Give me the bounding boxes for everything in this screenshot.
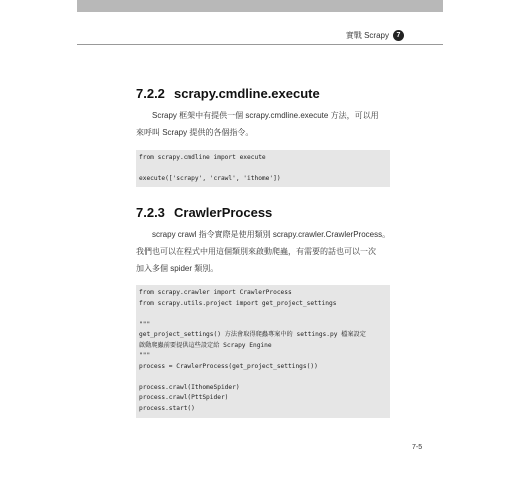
paragraph-line: scrapy crawl 指令實際是使用類別 scrapy.crawler.CrawlerProcess。 — [152, 230, 391, 239]
running-head-title: 實戰 Scrapy — [345, 31, 389, 40]
section-2-paragraph — [136, 226, 392, 277]
code-block-execute — [136, 150, 390, 187]
code-line: 啟動爬蟲前要提供這些設定給 Scrapy Engine — [139, 341, 272, 349]
running-head — [346, 30, 404, 41]
chapter-number-badge: 7 — [393, 30, 404, 41]
section-heading-7-2-2 — [136, 86, 320, 101]
section-number: 7.2.3 — [136, 205, 165, 220]
code-line: execute(['scrapy', 'crawl', 'ithome']) — [139, 175, 281, 182]
code-line: process.crawl(IthomeSpider) — [139, 383, 240, 391]
header-rule — [77, 44, 443, 45]
code-line: from scrapy.utils.project import get_project_settings — [139, 299, 337, 307]
paragraph-line: 加入多個 spider 類別。 — [136, 264, 219, 273]
section-title-text: scrapy.cmdline.execute — [174, 86, 320, 101]
code-line — [139, 164, 387, 175]
paragraph-line: Scrapy 框架中有提供一個 scrapy.cmdline.execute 方法，可以用 — [152, 111, 379, 120]
code-line: process.crawl(PttSpider) — [139, 394, 229, 401]
section-number: 7.2.2 — [136, 86, 165, 101]
section-title-text: CrawlerProcess — [174, 205, 273, 220]
page-number: 7-5 — [412, 444, 423, 451]
paragraph-line: 我們也可以在程式中用這個類別來啟動爬蟲，有需要的話也可以一次 — [136, 247, 376, 256]
code-line: from scrapy.crawler import CrawlerProcess — [139, 289, 292, 296]
section-heading-7-2-3 — [136, 205, 272, 220]
section-1-paragraph — [136, 107, 392, 141]
top-gray-bar — [77, 0, 443, 12]
code-line: get_project_settings() 方法會取得爬蟲專案中的 settings.py 檔案設定 — [139, 331, 366, 338]
code-block-crawlerprocess — [136, 285, 390, 418]
code-line — [139, 372, 387, 383]
code-line: process.start() — [139, 404, 195, 412]
code-line: """ — [139, 320, 151, 328]
code-line — [139, 309, 387, 320]
paragraph-line: 來呼叫 Scrapy 提供的各個指令。 — [136, 128, 254, 137]
code-line: process = CrawlerProcess(get_project_settings()) — [139, 362, 318, 370]
code-line: """ — [139, 352, 151, 359]
code-line: from scrapy.cmdline import execute — [139, 154, 266, 161]
